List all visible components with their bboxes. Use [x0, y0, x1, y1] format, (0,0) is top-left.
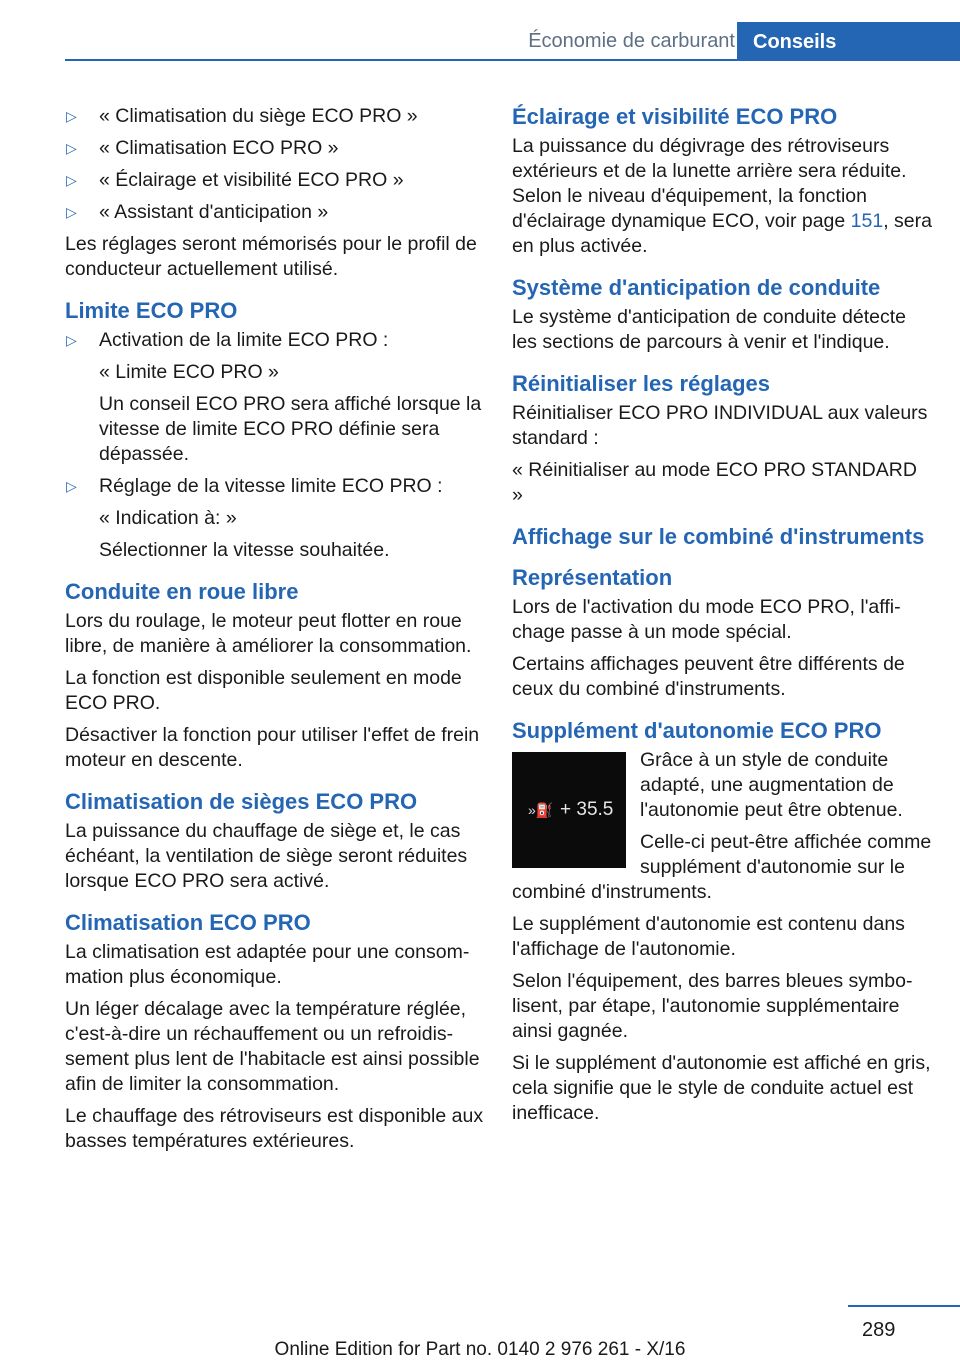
heading-affichage-combine: Affichage sur le combiné d'instruments: [512, 524, 925, 549]
triangle-right-icon: ▷: [66, 172, 77, 188]
paragraph: Un léger décalage avec la température réglée, c'est-à-dire un réchauffement ou un refroidissement plus lent de l'habitacle est ainsi possible afin de limiter la consommation.: [65, 998, 480, 1095]
triangle-right-icon: ▷: [66, 332, 77, 348]
heading-climatisation-eco-pro: Climatisation ECO PRO: [65, 910, 311, 935]
heading-representation: Représentation: [512, 565, 673, 590]
autonomy-display-figure: [512, 752, 626, 868]
heading-reinitialiser: Réinitialiser les réglages: [512, 371, 771, 396]
list-item: ▷ Activation de la limite ECO PRO : « Limite ECO PRO » Un conseil ECO PRO sera affiché lorsque la vitesse de limite ECO PRO définie sera dépassée.: [66, 329, 482, 465]
header-rule: [65, 59, 960, 61]
list-item: ▷ « Climatisation du siège ECO PRO »: [66, 105, 418, 127]
heading-systeme-anticipation: Système d'anticipation de conduite: [512, 275, 881, 300]
paragraph: La puissance du chauffage de siège et, le cas échéant, la ventilation de siège seront réduites lorsque ECO PRO sera activé.: [65, 820, 468, 892]
paragraph: « Réinitialiser au mode ECO PRO STANDARD »: [512, 459, 917, 506]
page-number: 289: [862, 1319, 896, 1341]
fuel-pump-arrow-icon: »⛽: [528, 802, 554, 818]
limite-list: [65, 328, 485, 563]
paragraph: Le chauffage des rétroviseurs est disponible aux basses températures extérieures.: [65, 1105, 484, 1152]
paragraph: La puissance du dégivrage des rétroviseurs extérieurs et de la lunette arrière sera réduite. Selon le niveau d'équipement, la fonction d'éclairage dynamique ECO, voir page 151, sera en plus activée.: [512, 135, 932, 257]
page-reference-link[interactable]: 151: [850, 210, 884, 232]
header-tab-conseils: Conseils: [737, 22, 960, 60]
paragraph: Si le supplément d'autonomie est affiché en gris, cela signifie que le style de conduite actuel est inefficace.: [512, 1052, 931, 1124]
heading-limite-eco-pro: Limite ECO PRO: [65, 298, 238, 323]
list-item: ▷ Réglage de la vitesse limite ECO PRO : « Indication à: » Sélectionner la vitesse souhaitée.: [66, 475, 443, 561]
page-number-rule: [848, 1305, 960, 1307]
paragraph: La climatisation est adaptée pour une consommation plus économique.: [65, 941, 470, 988]
heading-climatisation-sieges: Climatisation de sièges ECO PRO: [65, 789, 418, 814]
triangle-right-icon: ▷: [66, 108, 77, 124]
list-item: ▷ « Éclairage et visibilité ECO PRO »: [66, 169, 404, 191]
paragraph: Désactiver la fonction pour utiliser l'effet de frein moteur en descente.: [65, 724, 480, 771]
left-column: [65, 104, 485, 1161]
paragraph: Le supplément d'autonomie est contenu dans l'affichage de l'autonomie.: [512, 913, 905, 960]
paragraph: Le système d'anticipation de conduite détecte les sections de parcours à venir et l'indique.: [512, 306, 906, 353]
paragraph: Grâce à un style de conduite adapté, une augmentation de l'autonomie peut être obtenue.: [640, 749, 903, 821]
list-item: ▷ « Assistant d'anticipation »: [66, 201, 329, 223]
paragraph: Réinitialiser ECO PRO INDIVIDUAL aux valeurs standard :: [512, 402, 928, 449]
paragraph: Celle-ci peut-être affichée comme supplément d'autonomie sur le combiné d'instruments.: [512, 831, 932, 903]
triangle-right-icon: ▷: [66, 140, 77, 156]
eco-pro-options-list: [65, 104, 485, 225]
right-column: [512, 104, 932, 1133]
paragraph: Certains affichages peuvent être différents de ceux du combiné d'instruments.: [512, 653, 905, 700]
triangle-right-icon: ▷: [66, 204, 77, 220]
saved-profile-paragraph: Les réglages seront mémorisés pour le profil de conducteur actuellement utilisé.: [65, 233, 477, 280]
header-section-title: Économie de carburant: [528, 30, 735, 52]
footer-edition: Online Edition for Part no. 0140 2 976 261 - X/16: [274, 1339, 686, 1360]
triangle-right-icon: ▷: [66, 478, 77, 494]
figure-value: + 35.5: [560, 799, 614, 820]
paragraph: Lors du roulage, le moteur peut flotter en roue libre, de manière à améliorer la consommation.: [65, 610, 472, 657]
list-item: ▷ « Climatisation ECO PRO »: [66, 137, 339, 159]
paragraph: Lors de l'activation du mode ECO PRO, l'affichage passe à un mode spécial.: [512, 596, 901, 643]
paragraph: La fonction est disponible seulement en mode ECO PRO.: [65, 667, 462, 714]
heading-conduite-roue-libre: Conduite en roue libre: [65, 579, 299, 604]
heading-eclairage-visibilite: Éclairage et visibilité ECO PRO: [512, 104, 838, 129]
heading-supplement-autonomie: Supplément d'autonomie ECO PRO: [512, 718, 882, 743]
paragraph: Selon l'équipement, des barres bleues symbolisent, par étape, l'autonomie supplémentaire ainsi gagnée.: [512, 970, 913, 1042]
